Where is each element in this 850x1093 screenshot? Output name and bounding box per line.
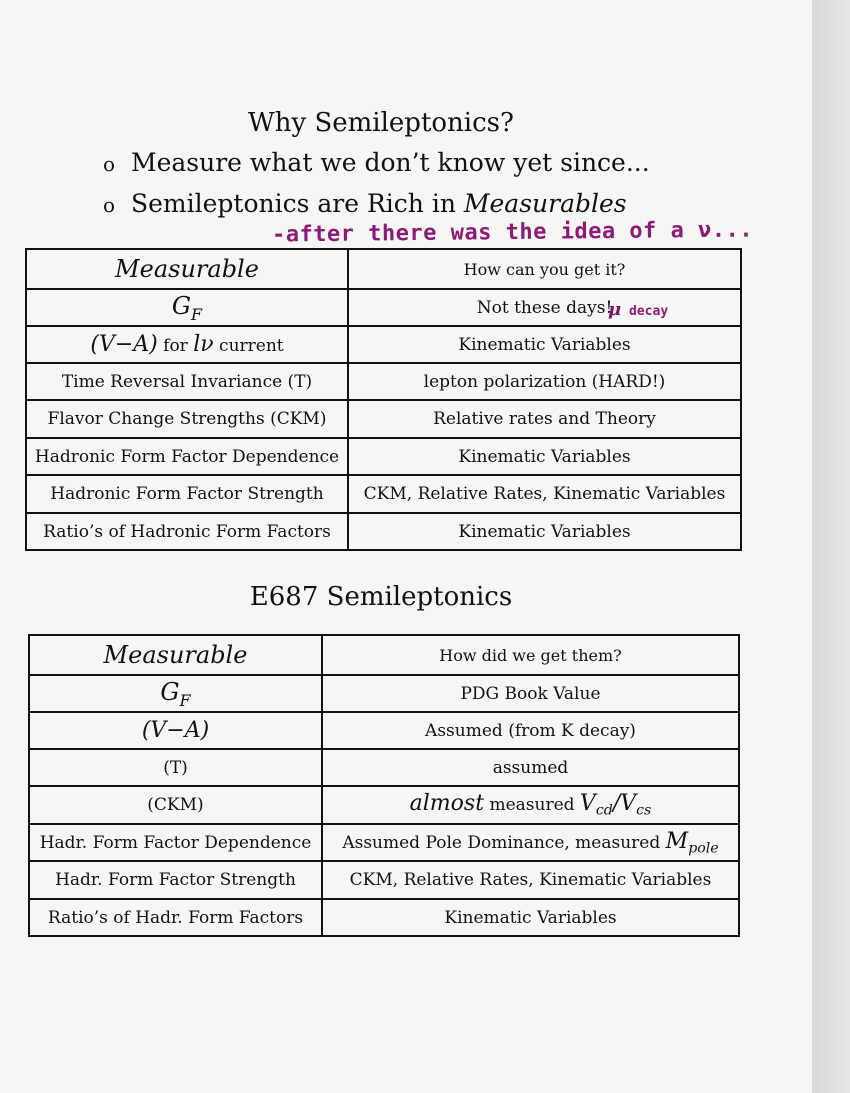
measurables-table [25,248,742,551]
cell-gf: $G_F$ [26,289,348,326]
table-row [26,363,741,400]
table-row [29,712,739,749]
cell-left: (CKM) [29,786,322,824]
header-measurable: Measurable [29,635,322,675]
cell-right: Kinematic Variables [348,513,741,550]
table-header-row [26,249,741,289]
cell-right: Kinematic Variables [348,438,741,475]
scan-edge [812,0,850,1093]
cell-left: (T) [29,749,322,786]
bullet-rich-in-measurables [103,189,627,220]
header-how-did: How did we get them? [322,635,739,675]
cell-left: Ratio’s of Hadronic Form Factors [26,513,348,550]
cell-right: CKM, Relative Rates, Kinematic Variables [348,475,741,513]
cell-gf: $G_F$ [29,675,322,712]
table-row [29,749,739,786]
slide-title-why-semileptonics: Why Semileptonics? [248,108,514,138]
cell-left: Hadronic Form Factor Strength [26,475,348,513]
header-how-get: How can you get it? [348,249,741,289]
bullet-marker: o [103,193,116,217]
cell-right: Kinematic Variables [348,326,741,363]
cell-right: Kinematic Variables [322,899,739,936]
header-measurable: Measurable [26,249,348,289]
cell-left: Hadronic Form Factor Dependence [26,438,348,475]
table-row [29,786,739,824]
cell-left: Flavor Change Strengths (CKM) [26,400,348,438]
cell-left: Ratio’s of Hadr. Form Factors [29,899,322,936]
cell-right: CKM, Relative Rates, Kinematic Variables [322,861,739,899]
table-row [29,861,739,899]
table-row [26,438,741,475]
cell-va: (V−A) [29,712,322,749]
slide-title-e687: E687 Semileptonics [249,582,513,612]
handwritten-annotation: -after there was the idea of a ν... [271,217,754,248]
bullet-measure-unknown [103,148,650,179]
table-row [26,326,741,363]
cell-not-these-days: Not these days! [348,289,741,326]
table-header-row [29,635,739,675]
cell-vcd-vcs: almost measured $V_{cd}/V_{cs}$ [322,786,739,824]
handwritten-mu-decay: μ decay [608,299,669,320]
cell-right: assumed [322,749,739,786]
cell-va-current: (V−A) for lν current [26,326,348,363]
cell-left: Hadr. Form Factor Strength [29,861,322,899]
cell-left: Hadr. Form Factor Dependence [29,824,322,861]
cell-left: Time Reversal Invariance (T) [26,363,348,400]
table-row [29,824,739,861]
cell-mpole: Assumed Pole Dominance, measured $M_{pole}$ [322,824,739,861]
bullet-text: Measure what we don’t know yet since... [131,148,650,177]
cell-right: Assumed (from K decay) [322,712,739,749]
cell-right: lepton polarization (HARD!) [348,363,741,400]
table-row [29,899,739,936]
table-row [26,400,741,438]
table-row [26,513,741,550]
bullet-text: Semileptonics are Rich in [131,189,456,218]
cell-right: PDG Book Value [322,675,739,712]
cell-right: Relative rates and Theory [348,400,741,438]
table-row [29,675,739,712]
bullet-emphasis: Measurables [463,189,627,218]
e687-table [28,634,740,937]
table-row [26,475,741,513]
bullet-marker: o [103,152,116,176]
